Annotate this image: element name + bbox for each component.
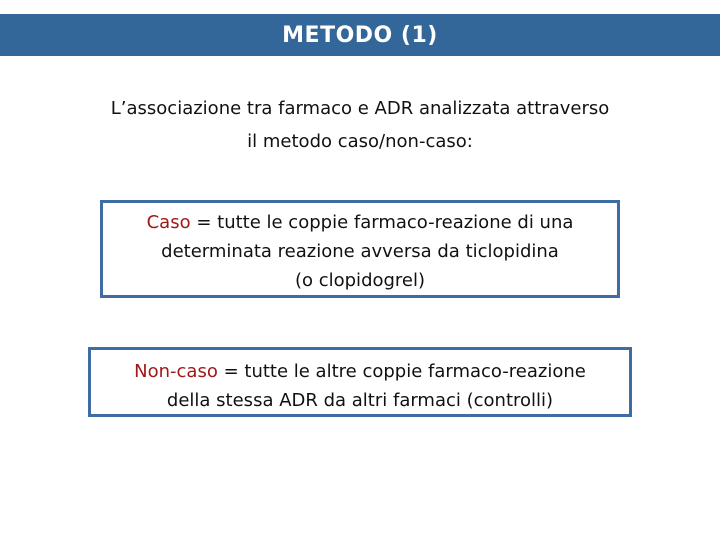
caso-definition-box [100,200,620,298]
caso-term: Caso [146,212,191,233]
noncaso-definition-box [88,347,632,417]
noncaso-line-1-rest: = tutte le altre coppie farmaco-reazione [217,361,586,382]
caso-line-1 [103,208,617,237]
intro-line-1: L’associazione tra farmaco e ADR analizzata attraverso [110,98,610,119]
noncaso-line-1 [91,357,629,386]
intro-text [40,92,680,158]
noncaso-line-2: della stessa ADR da altri farmaci (controlli) [166,390,554,411]
intro-line-2: il metodo caso/non-caso: [247,131,473,152]
title-bar [0,14,720,56]
caso-line-1-rest: = tutte le coppie farmaco-reazione di una [190,212,574,233]
noncaso-term: Non-caso [134,361,218,382]
slide-title: METODO (1) [282,22,438,48]
caso-line-3: (o clopidogrel) [294,270,426,291]
caso-line-2: determinata reazione avversa da ticlopidina [161,241,559,262]
